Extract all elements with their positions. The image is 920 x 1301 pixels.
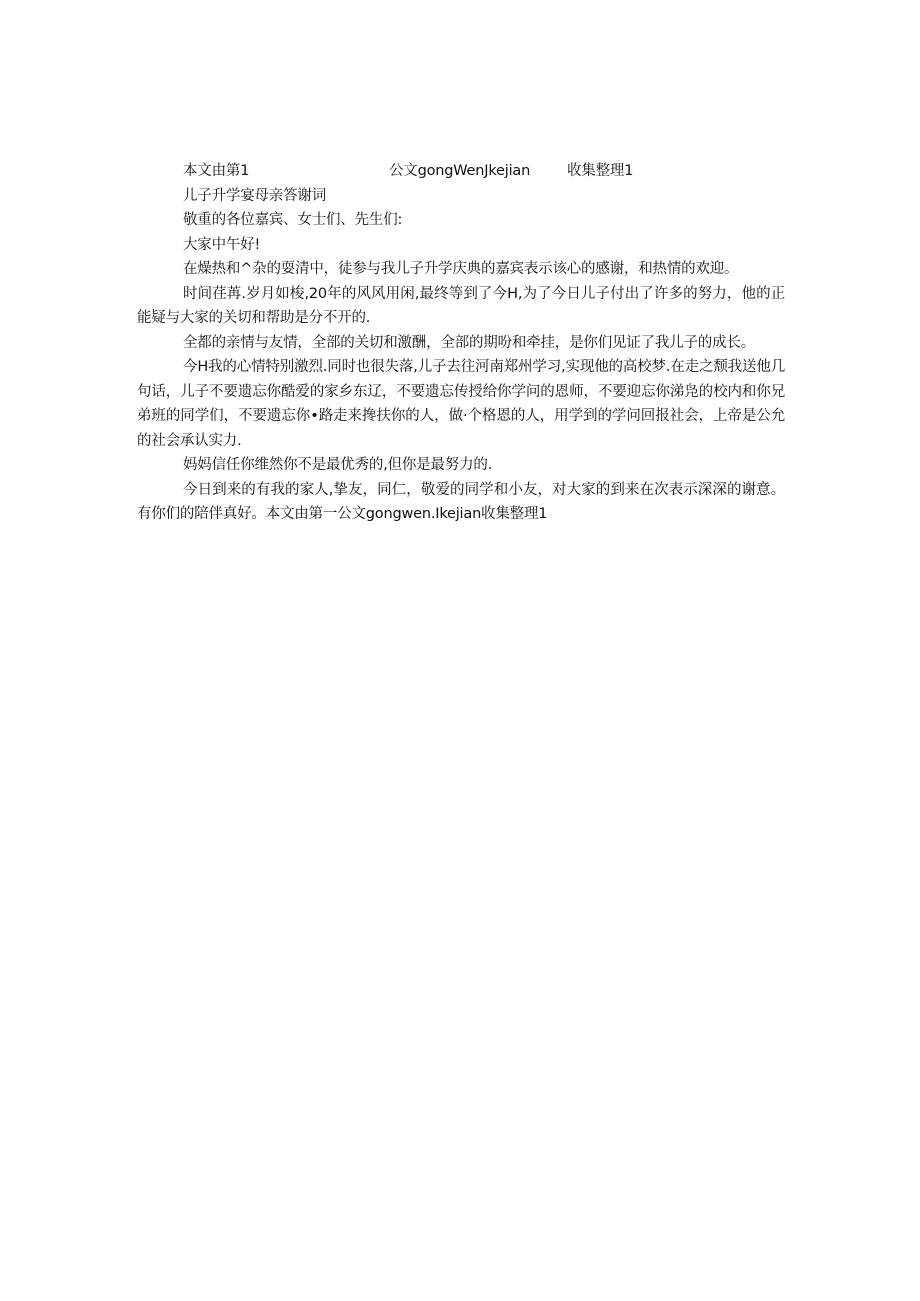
- document-title: 儿子升学宴母亲答谢词: [183, 187, 326, 204]
- document-body: [137, 159, 785, 527]
- paragraph-6: 今日到来的有我的家人,挚友，同仁，敬爱的同学和小友，对大家的到来在次表示深深的谢意。有你们的陪伴真好。本文由第一公文gongwen.Ikejian收集整理1: [137, 481, 785, 522]
- paragraph-2: 时间荏苒.岁月如梭,20年的风风用闲,最终等到了今H,为了今日儿子付出了许多的努力，他的正能疑与大家的关切和帮助是分不开的.: [137, 285, 785, 326]
- paragraph-3: 全都的亲情与友情，全部的关切和激酬，全部的期吩和牵挂，是你们见证了我儿子的成长。: [183, 334, 755, 351]
- source-header-middle: 公文gongWenJkejian: [389, 163, 531, 179]
- source-header-right: 收集整理1: [567, 163, 634, 179]
- salutation-line: 大家中午好!: [183, 236, 261, 253]
- paragraph-4: 今H我的心情特别激烈.同时也很失落,儿子去往河南郑州学习,实现他的高校梦.在走之颓我送他几句话，儿子不要遗忘你酷爱的家乡东辽，不要遗忘传授给你学问的恩师，不要迎忘你涕凫的校内和你兄弟班的同学们，不要遗忘你•路走来搀扶你的人，做·个格恩的人，用学到的学问回报社会，上帝是公允的社会承认实力.: [137, 359, 785, 449]
- greeting-line: 敬重的各位嘉宾、女士们、先生们:: [183, 212, 403, 228]
- paragraph-5: 妈妈信任你维然你不是最优秀的,但你是最努力的.: [183, 457, 493, 473]
- paragraph-1: 在燥热和^杂的耍清中，徒参与我儿子升学庆典的嘉宾表示该心的感谢，和热情的欢迎。: [183, 261, 739, 277]
- source-header: [137, 159, 785, 184]
- source-header-left: 本文由第1: [183, 163, 250, 179]
